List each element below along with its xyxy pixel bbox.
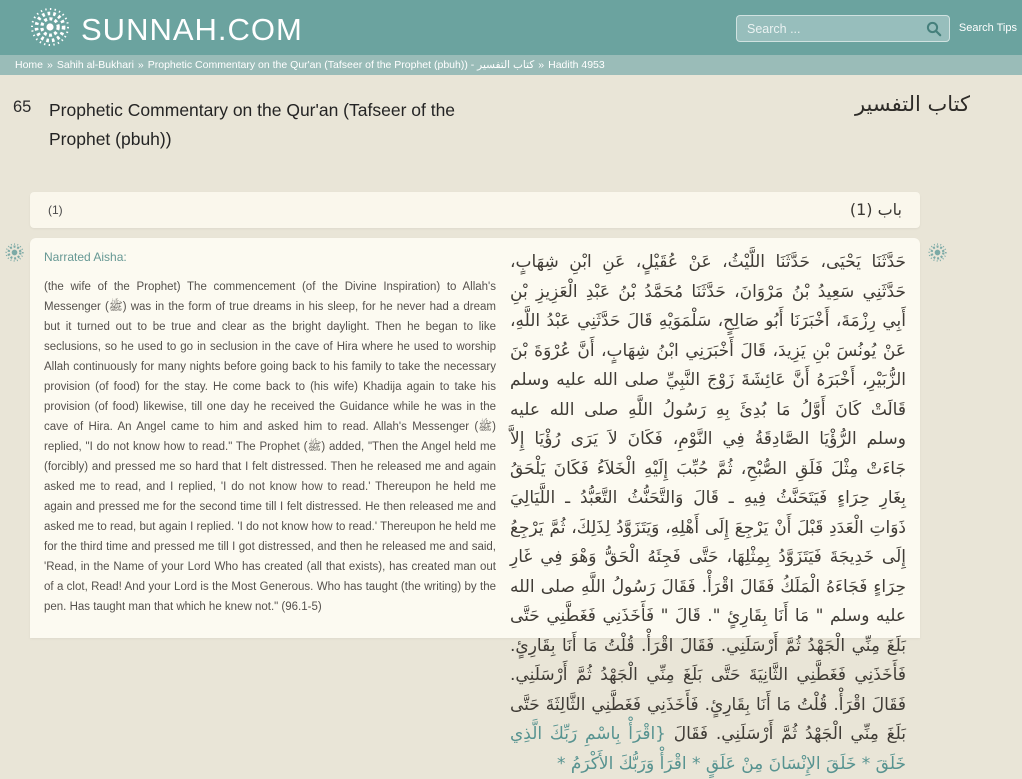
breadcrumb-home[interactable]: Home xyxy=(15,59,44,71)
book-title-arabic: كتاب التفسير xyxy=(854,92,970,116)
search-tips-link[interactable]: Search Tips xyxy=(958,22,1017,34)
breadcrumb-separator: » xyxy=(137,59,144,71)
book-title-english: Prophetic Commentary on the Qur'an (Tafseer of the Prophet (pbuh)) xyxy=(49,100,456,149)
small-rosette-icon xyxy=(5,243,24,267)
logo-text: SUNNAH.COM xyxy=(81,11,303,47)
breadcrumb-book[interactable]: Prophetic Commentary on the Qur'an (Tafseer of the Prophet (pbuh)) - كتاب التفسير xyxy=(147,59,535,71)
breadcrumb-separator: » xyxy=(47,59,53,71)
hadith-text-english: (the wife of the Prophet) The commencement (of the Divine Inspiration) to Allah's Messenger (ﷺ) was in the form of true dreams in his sleep, for he never had a dream but it turned out to be true and clear as the bright daylight. Then he began to like seclusions, so he used to go in seclusion in the cave of Hira where he used to worship Allah continuously for many nights before going back to his family to take the necessary provision (of food) for the stay. He come back to (his wife) Khadija again to take his provision (of food) likewise, till one day he received the Guidance while he was in the cave of Hira. An Angel came to him and asked him to read. Allah's Messenger (ﷺ) replied, "I do not know how to read." The Prophet (ﷺ) added, "Then the Angel held me (forcibly) and pressed me so hard that I felt distressed. Then he released me and again asked me to read, and I replied, 'I do not know how to read.' Thereupon he held me again and pressed me for the second time till I felt distressed. He then released me and asked me to read, but again I replied. 'I do not know how to read.' Thereupon he held me for the third time and pressed me till I got distressed, and then he released me and said, 'Read, in the Name of your Lord Who has created (all that exists), has created man out of a clot, Read! And your Lord is the Most Generous. Who has taught (the writing) by the pen. Has taught man that which he knew not." (96.1-5) xyxy=(44,281,497,613)
breadcrumb-separator: » xyxy=(538,59,545,71)
site-header xyxy=(0,0,1022,55)
breadcrumb-hadith-number: Hadith 4953 xyxy=(548,59,605,71)
site-logo[interactable] xyxy=(30,7,303,52)
hadith-text-arabic: حَدَّثَنَا يَحْيَى، حَدَّثَنَا اللَّيْثُ، عَنْ عُقَيْلٍ، عَنِ ابْنِ شِهَابٍ، حَدَّثَنِي سَعِيدُ بْنُ مَرْوَانَ، حَدَّثَنَا مُحَمَّدُ بْنُ عَبْدِ الْعَزِيزِ بْنِ أَبِي رِزْمَةَ، أَخْبَرَنَا أَبُو صَالِحٍ، سَلْمَوَيْهِ قَالَ حَدَّثَنِي عَبْدُ اللَّهِ، عَنْ يُونُسَ بْنِ يَزِيدَ، قَالَ أَخْبَرَنِي ابْنُ شِهَابٍ، أَنَّ عُرْوَةَ بْنَ الزُّبَيْرِ، أَخْبَرَهُ أَنَّ عَائِشَةَ زَوْجَ النَّبِيِّ صلى الله عليه وسلم قَالَتْ كَانَ أَوَّلُ مَا بُدِئَ بِهِ رَسُولُ اللَّهِ صلى الله عليه وسلم الرُّؤْيَا الصَّادِقَةُ فِي النَّوْمِ، فَكَانَ لاَ يَرَى رُؤْيَا إِلاَّ جَاءَتْ مِثْلَ فَلَقِ الصُّبْحِ، ثُمَّ حُبِّبَ إِلَيْهِ الْخَلاَءُ فَكَانَ يَلْحَقُ بِغَارِ حِرَاءٍ فَيَتَحَنَّثُ فِيهِ ـ قَالَ وَالتَّحَنُّثُ التَّعَبُّدُ ـ اللَّيَالِيَ ذَوَاتِ الْعَدَدِ قَبْلَ أَنْ يَرْجِعَ إِلَى أَهْلِهِ، وَيَتَزَوَّدُ لِذَلِكَ، ثُمَّ يَرْجِعُ إِلَى خَدِيجَةَ فَيَتَزَوَّدُ بِمِثْلِهَا، حَتَّى فَجِئَهُ الْحَقُّ وَهْوَ فِي غَارِ حِرَاءٍ فَجَاءَهُ الْمَلَكُ فَقَالَ اقْرَأْ. فَقَالَ رَسُولُ اللَّهِ صلى الله عليه وسلم " مَا أَنَا بِقَارِئٍ ". قَالَ " فَأَخَذَنِي فَغَطَّنِي حَتَّى بَلَغَ مِنِّي الْجَهْدُ ثُمَّ أَرْسَلَنِي. فَقَالَ اقْرَأْ. قُلْتُ مَا أَنَا بِقَارِئٍ. فَأَخَذَنِي فَغَطَّنِي الثَّانِيَةَ حَتَّى بَلَغَ مِنِّي الْجَهْدُ ثُمَّ أَرْسَلَنِي. فَقَالَ اقْرَأْ. قُلْتُ مَا أَنَا بِقَارِئٍ. فَأَخَذَنِي فَغَطَّنِي الثَّالِثَةَ حَتَّى بَلَغَ مِنِّي الْجَهْدُ ثُمَّ أَرْسَلَنِي. فَقَالَ xyxy=(510,252,906,744)
breadcrumb xyxy=(0,55,1022,75)
rosette-logo-icon xyxy=(30,7,70,52)
breadcrumb-collection[interactable]: Sahih al-Bukhari xyxy=(56,59,134,71)
quran-quote-arabic: {اقْرَأْ بِاسْمِ رَبِّكَ الَّذِي خَلَقَ * خَلَقَ الإِنْسَانَ مِنْ عَلَقٍ * اقْرَأْ وَرَبُّكَ الأَكْرَمُ * xyxy=(510,724,906,774)
search-submit-button[interactable] xyxy=(925,20,943,38)
hadith-narrator: Narrated Aisha: xyxy=(44,250,127,264)
search-input[interactable] xyxy=(736,15,950,42)
hadith-arabic-column xyxy=(510,246,906,774)
chapter-number-english: (1) xyxy=(48,203,63,217)
small-rosette-icon xyxy=(928,243,947,267)
magnifier-icon xyxy=(925,26,943,41)
hadith-english-column xyxy=(44,246,496,638)
chapter-title-arabic: باب (1) xyxy=(849,200,902,219)
hadith-container xyxy=(30,238,920,774)
chapter-bar xyxy=(30,192,920,228)
book-number: 65 xyxy=(13,98,32,116)
